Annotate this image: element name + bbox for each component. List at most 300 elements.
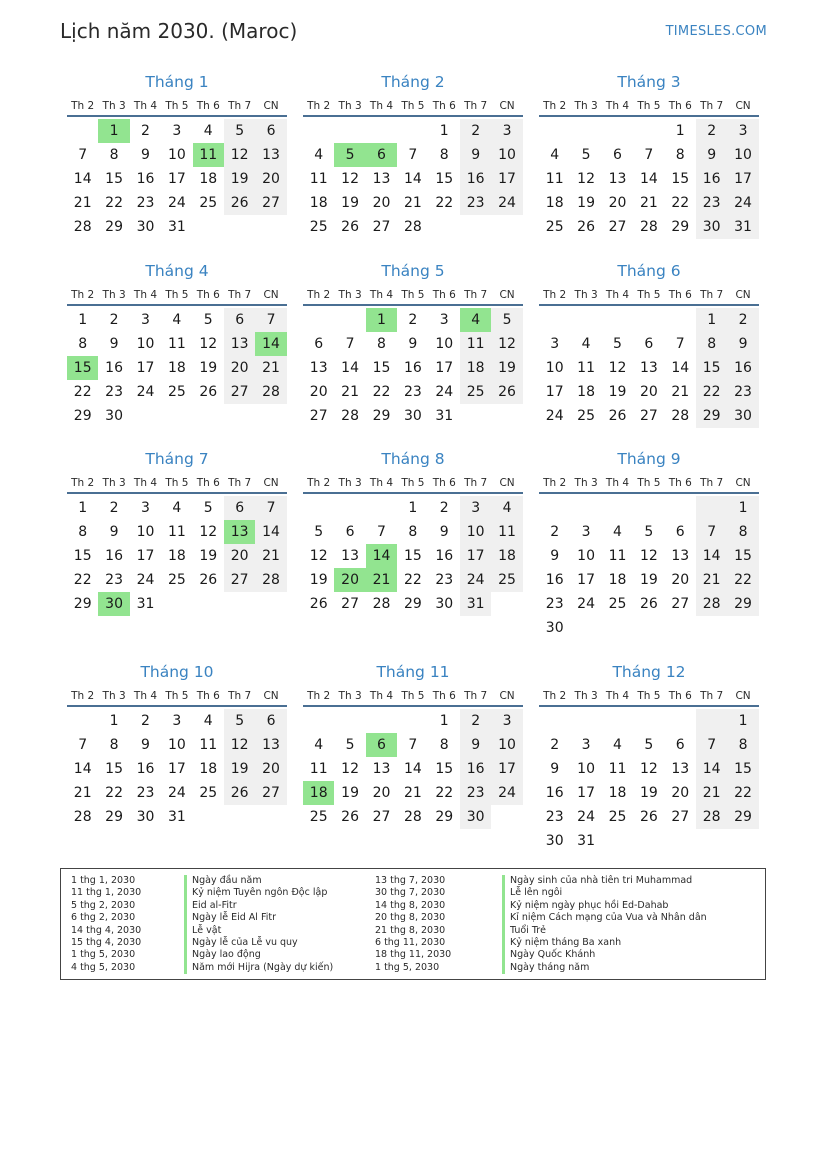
day-cell: 15 — [671, 171, 690, 187]
day-cell: 25 — [608, 596, 627, 612]
brand-link[interactable]: TIMESLES.COM — [665, 24, 767, 39]
day-cell: 11 — [309, 171, 328, 187]
day-cell: 9 — [550, 548, 560, 564]
empty-cell — [633, 119, 664, 143]
day-cell: 12 — [341, 171, 359, 187]
day-cell: 12 — [199, 336, 218, 352]
weekday-label: Th 3 — [102, 100, 126, 112]
day-cell: 2 — [460, 709, 491, 733]
holiday-day-cell: 4 — [460, 308, 491, 332]
day-cell: 17 — [167, 171, 186, 187]
day-cell: 30 — [136, 809, 155, 825]
weekday-header — [539, 470, 759, 494]
day-cell: 18 — [608, 572, 627, 588]
weekday-label: Th 3 — [574, 690, 598, 702]
empty-cell — [67, 119, 98, 143]
month-title: Tháng 3 — [617, 73, 681, 91]
day-cell: 28 — [696, 592, 727, 616]
day-cell: 25 — [309, 219, 328, 235]
weekday-label: Th 7 — [464, 100, 488, 112]
day-cell: 4 — [172, 312, 182, 328]
day-cell: 26 — [199, 572, 218, 588]
day-cell: 2 — [109, 500, 119, 516]
weekday-label: CN — [735, 289, 751, 301]
day-cell: 13 — [608, 171, 627, 187]
day-cell: 8 — [408, 524, 418, 540]
empty-cell — [539, 496, 570, 520]
day-cell: 20 — [255, 757, 286, 781]
weekday-label: Th 4 — [369, 690, 394, 702]
day-cell: 12 — [639, 761, 658, 777]
weekday-label: Th 5 — [165, 477, 189, 489]
day-cell: 20 — [372, 785, 391, 801]
day-cell: 2 — [727, 308, 758, 332]
day-cell: 25 — [545, 219, 564, 235]
weekday-header — [539, 93, 759, 117]
day-cell: 15 — [105, 171, 123, 187]
day-cell: 8 — [439, 737, 449, 753]
day-cell: 30 — [435, 596, 454, 612]
day-cell: 22 — [105, 195, 123, 211]
day-cell: 11 — [460, 332, 491, 356]
holiday-legend — [60, 868, 766, 980]
day-cell: 26 — [199, 384, 218, 400]
day-cell: 23 — [435, 572, 454, 588]
holiday-day-cell: 21 — [366, 568, 397, 592]
day-cell: 9 — [460, 143, 491, 167]
day-cell: 3 — [172, 123, 182, 139]
day-cell: 29 — [105, 219, 123, 235]
day-cell: 25 — [167, 572, 186, 588]
day-cell: 31 — [167, 219, 186, 235]
month-block — [539, 661, 759, 853]
day-grid — [539, 119, 759, 239]
day-cell: 20 — [639, 384, 658, 400]
weekday-label: Th 4 — [133, 100, 158, 112]
weekday-label: Th 6 — [196, 690, 220, 702]
legend-date-column — [71, 875, 141, 974]
empty-cell — [696, 496, 727, 520]
weekday-label: CN — [499, 100, 515, 112]
weekday-label: Th 6 — [432, 100, 456, 112]
day-cell: 8 — [109, 737, 119, 753]
day-cell: 5 — [203, 500, 213, 516]
day-cell: 1 — [696, 308, 727, 332]
month-block — [303, 260, 523, 428]
legend-holiday-name: Năm mới Hijra (Ngày dự kiến) — [184, 962, 333, 974]
day-cell: 7 — [408, 737, 418, 753]
day-cell: 24 — [491, 781, 522, 805]
day-cell: 13 — [255, 733, 286, 757]
day-cell: 4 — [613, 524, 622, 540]
day-cell: 30 — [727, 404, 758, 428]
day-cell: 4 — [491, 496, 522, 520]
day-cell: 28 — [73, 219, 92, 235]
day-cell: 2 — [550, 524, 560, 540]
holiday-day-cell: 14 — [366, 544, 397, 568]
legend-holiday-name: Ngày Quốc Khánh — [502, 949, 707, 961]
day-cell: 8 — [377, 336, 386, 352]
day-cell: 10 — [727, 143, 758, 167]
weekday-label: Th 7 — [228, 477, 252, 489]
day-cell: 4 — [203, 713, 213, 729]
legend-holiday-name: Lễ vật — [184, 925, 333, 937]
day-cell: 24 — [435, 384, 454, 400]
weekday-label: Th 7 — [464, 690, 488, 702]
day-cell: 13 — [255, 143, 286, 167]
day-cell: 15 — [435, 171, 454, 187]
day-cell: 14 — [73, 171, 92, 187]
weekday-label: CN — [263, 477, 279, 489]
day-cell: 7 — [696, 520, 727, 544]
day-cell: 21 — [696, 781, 727, 805]
legend-date: 5 thg 2, 2030 — [71, 899, 136, 911]
day-cell: 13 — [224, 332, 255, 356]
day-cell: 21 — [255, 356, 286, 380]
weekday-label: Th 3 — [102, 690, 126, 702]
day-cell: 25 — [608, 809, 627, 825]
legend-date-column — [375, 875, 451, 974]
empty-cell — [334, 308, 365, 332]
legend-holiday-name: Kỷ niệm ngày phục hồi Ed-Dahab — [502, 900, 707, 912]
day-cell: 22 — [435, 785, 454, 801]
month-title: Tháng 2 — [381, 73, 445, 91]
month-title: Tháng 9 — [617, 450, 681, 468]
empty-cell — [602, 709, 633, 733]
month-block — [67, 260, 287, 428]
weekday-header — [303, 282, 523, 306]
day-cell: 11 — [545, 171, 564, 187]
weekday-header — [67, 282, 287, 306]
day-cell: 1 — [109, 713, 119, 729]
weekday-label: Th 5 — [165, 100, 189, 112]
day-cell: 3 — [491, 709, 522, 733]
day-cell: 25 — [199, 195, 218, 211]
weekday-label: Th 6 — [432, 477, 456, 489]
weekday-label: Th 6 — [432, 289, 456, 301]
day-grid — [303, 308, 523, 428]
day-cell: 16 — [696, 167, 727, 191]
day-cell: 28 — [403, 809, 422, 825]
empty-cell — [602, 119, 633, 143]
day-cell: 25 — [460, 380, 491, 404]
holiday-day-cell: 13 — [224, 520, 255, 544]
day-cell: 12 — [224, 143, 255, 167]
weekday-label: CN — [735, 100, 751, 112]
day-cell: 1 — [439, 123, 449, 139]
day-cell: 14 — [341, 360, 359, 376]
weekday-label: CN — [263, 289, 279, 301]
day-cell: 19 — [199, 548, 218, 564]
day-cell: 11 — [577, 360, 595, 376]
day-cell: 23 — [105, 572, 123, 588]
day-cell: 7 — [696, 733, 727, 757]
day-cell: 2 — [141, 123, 150, 139]
holiday-day-cell: 20 — [334, 568, 365, 592]
weekday-label: Th 5 — [637, 100, 661, 112]
day-cell: 6 — [255, 709, 286, 733]
day-cell: 4 — [314, 147, 324, 163]
empty-cell — [366, 119, 397, 143]
day-cell: 3 — [581, 524, 591, 540]
weekday-label: Th 4 — [133, 289, 158, 301]
day-cell: 15 — [73, 548, 92, 564]
day-cell: 30 — [136, 219, 155, 235]
empty-cell — [366, 709, 397, 733]
day-cell: 10 — [460, 520, 491, 544]
day-cell: 12 — [608, 360, 627, 376]
day-cell: 26 — [341, 219, 359, 235]
day-cell: 21 — [403, 195, 422, 211]
month-title: Tháng 10 — [140, 663, 214, 681]
day-cell: 24 — [491, 191, 522, 215]
weekday-label: Th 6 — [668, 690, 692, 702]
day-cell: 21 — [341, 384, 359, 400]
month-title: Tháng 12 — [612, 663, 686, 681]
day-cell: 22 — [403, 572, 422, 588]
day-cell: 10 — [491, 143, 522, 167]
weekday-label: Th 5 — [165, 690, 189, 702]
day-cell: 18 — [545, 195, 564, 211]
empty-cell — [665, 709, 696, 733]
day-cell: 9 — [439, 524, 449, 540]
day-grid — [303, 119, 523, 239]
weekday-label: Th 4 — [369, 477, 394, 489]
empty-cell — [334, 709, 365, 733]
weekday-label: Th 2 — [71, 690, 95, 702]
empty-cell — [539, 709, 570, 733]
day-cell: 20 — [372, 195, 391, 211]
day-cell: 3 — [172, 713, 182, 729]
day-cell: 17 — [727, 167, 758, 191]
day-cell: 4 — [203, 123, 213, 139]
day-cell: 27 — [255, 781, 286, 805]
weekday-label: CN — [735, 477, 751, 489]
holiday-day-cell: 6 — [366, 143, 397, 167]
day-cell: 12 — [491, 332, 522, 356]
legend-date: 30 thg 7, 2030 — [375, 887, 446, 899]
day-cell: 28 — [255, 380, 286, 404]
day-cell: 17 — [491, 757, 522, 781]
day-cell: 6 — [314, 336, 324, 352]
day-cell: 6 — [613, 147, 622, 163]
day-cell: 27 — [224, 568, 255, 592]
day-cell: 27 — [372, 809, 391, 825]
day-cell: 13 — [372, 761, 391, 777]
weekday-header — [67, 470, 287, 494]
day-cell: 22 — [727, 568, 758, 592]
day-cell: 24 — [167, 195, 186, 211]
day-cell: 30 — [105, 408, 123, 424]
weekday-label: Th 7 — [228, 690, 252, 702]
month-block — [539, 71, 759, 239]
day-cell: 7 — [78, 147, 88, 163]
empty-cell — [665, 496, 696, 520]
day-cell: 5 — [644, 737, 654, 753]
day-cell: 14 — [639, 171, 658, 187]
weekday-label: Th 7 — [464, 477, 488, 489]
day-cell: 19 — [608, 384, 627, 400]
day-cell: 9 — [727, 332, 758, 356]
day-grid — [67, 308, 287, 428]
day-cell: 27 — [671, 809, 690, 825]
month-block — [67, 448, 287, 616]
day-cell: 6 — [675, 524, 685, 540]
day-cell: 25 — [491, 568, 522, 592]
day-cell: 28 — [341, 408, 359, 424]
day-cell: 17 — [136, 548, 155, 564]
day-cell: 15 — [372, 360, 391, 376]
month-title: Tháng 11 — [376, 663, 450, 681]
day-cell: 24 — [577, 596, 595, 612]
day-cell: 17 — [460, 544, 491, 568]
month-block — [303, 71, 523, 239]
legend-date: 14 thg 4, 2030 — [71, 924, 142, 936]
month-title: Tháng 4 — [145, 262, 209, 280]
holiday-day-cell: 6 — [366, 733, 397, 757]
day-cell: 11 — [199, 737, 218, 753]
day-cell: 22 — [435, 195, 454, 211]
day-cell: 25 — [199, 785, 218, 801]
month-title: Tháng 1 — [145, 73, 209, 91]
holiday-day-cell: 30 — [98, 592, 129, 616]
day-cell: 22 — [727, 781, 758, 805]
day-cell: 5 — [491, 308, 522, 332]
day-cell: 8 — [675, 147, 685, 163]
day-cell: 9 — [550, 761, 560, 777]
weekday-header — [539, 282, 759, 306]
day-cell: 18 — [199, 171, 218, 187]
day-cell: 2 — [141, 713, 150, 729]
day-cell: 17 — [136, 360, 155, 376]
day-cell: 1 — [675, 123, 685, 139]
day-cell: 28 — [372, 596, 391, 612]
day-cell: 1 — [78, 312, 88, 328]
month-title: Tháng 6 — [617, 262, 681, 280]
weekday-label: Th 5 — [637, 477, 661, 489]
day-cell: 27 — [671, 596, 690, 612]
legend-date: 20 thg 8, 2030 — [375, 912, 446, 924]
day-cell: 8 — [109, 147, 119, 163]
day-cell: 8 — [78, 336, 88, 352]
day-cell: 3 — [491, 119, 522, 143]
weekday-label: Th 2 — [543, 289, 567, 301]
legend-holiday-name: Tuổi Trẻ — [502, 925, 707, 937]
legend-holiday-name: Kỷ niệm Tuyên ngôn Độc lập — [184, 887, 333, 899]
day-grid — [67, 119, 287, 239]
day-cell: 18 — [309, 195, 328, 211]
empty-cell — [539, 308, 570, 332]
day-cell: 26 — [639, 596, 658, 612]
day-cell: 27 — [224, 380, 255, 404]
day-grid — [67, 709, 287, 829]
weekday-label: Th 3 — [102, 289, 126, 301]
day-cell: 26 — [309, 596, 328, 612]
day-cell: 14 — [696, 544, 727, 568]
day-cell: 29 — [671, 219, 690, 235]
day-cell: 21 — [639, 195, 658, 211]
weekday-label: Th 7 — [700, 477, 724, 489]
month-block — [539, 448, 759, 640]
page-title: Lịch năm 2030. (Maroc) — [60, 19, 298, 43]
legend-holiday-name: Ngày lễ Eid Al Fitr — [184, 912, 333, 924]
day-cell: 9 — [460, 733, 491, 757]
legend-holiday-name: Kỷ niệm tháng Ba xanh — [502, 937, 707, 949]
day-cell: 18 — [167, 548, 186, 564]
day-cell: 24 — [577, 809, 595, 825]
day-cell: 21 — [696, 568, 727, 592]
day-cell: 6 — [255, 119, 286, 143]
weekday-label: Th 2 — [307, 100, 331, 112]
day-cell: 29 — [73, 596, 92, 612]
weekday-label: Th 4 — [369, 289, 394, 301]
day-cell: 23 — [545, 809, 564, 825]
day-cell: 23 — [136, 785, 155, 801]
day-cell: 20 — [671, 572, 690, 588]
day-cell: 3 — [727, 119, 758, 143]
day-cell: 28 — [73, 809, 92, 825]
weekday-label: Th 5 — [637, 289, 661, 301]
day-cell: 9 — [141, 737, 150, 753]
month-block — [303, 661, 523, 829]
day-cell: 16 — [545, 785, 564, 801]
day-cell: 16 — [403, 360, 422, 376]
day-cell: 20 — [255, 167, 286, 191]
day-cell: 29 — [727, 805, 758, 829]
day-cell: 7 — [345, 336, 355, 352]
weekday-label: Th 3 — [574, 100, 598, 112]
day-cell: 13 — [639, 360, 658, 376]
month-block — [303, 448, 523, 616]
legend-holiday-name: Ngày đầu năm — [184, 875, 333, 887]
day-cell: 24 — [460, 568, 491, 592]
day-cell: 29 — [403, 596, 422, 612]
day-cell: 13 — [309, 360, 328, 376]
day-cell: 23 — [545, 596, 564, 612]
day-cell: 22 — [671, 195, 690, 211]
day-cell: 29 — [372, 408, 391, 424]
day-cell: 16 — [435, 548, 454, 564]
day-cell: 12 — [199, 524, 218, 540]
weekday-label: Th 3 — [574, 289, 598, 301]
day-cell: 27 — [608, 219, 627, 235]
day-cell: 16 — [105, 548, 123, 564]
day-cell: 12 — [341, 761, 359, 777]
day-cell: 16 — [727, 356, 758, 380]
day-cell: 22 — [73, 572, 92, 588]
day-cell: 9 — [141, 147, 150, 163]
day-cell: 28 — [696, 805, 727, 829]
day-cell: 4 — [550, 147, 560, 163]
weekday-label: Th 4 — [605, 477, 630, 489]
day-cell: 24 — [167, 785, 186, 801]
empty-cell — [696, 709, 727, 733]
day-cell: 2 — [408, 312, 418, 328]
empty-cell — [397, 709, 428, 733]
holiday-day-cell: 1 — [366, 308, 397, 332]
day-cell: 14 — [255, 520, 286, 544]
day-cell: 11 — [167, 524, 186, 540]
weekday-label: Th 2 — [543, 100, 567, 112]
day-cell: 15 — [696, 356, 727, 380]
day-cell: 14 — [671, 360, 690, 376]
day-cell: 30 — [696, 215, 727, 239]
day-cell: 28 — [255, 568, 286, 592]
day-cell: 25 — [309, 809, 328, 825]
weekday-header — [67, 93, 287, 117]
day-cell: 12 — [577, 171, 595, 187]
weekday-label: Th 2 — [307, 690, 331, 702]
